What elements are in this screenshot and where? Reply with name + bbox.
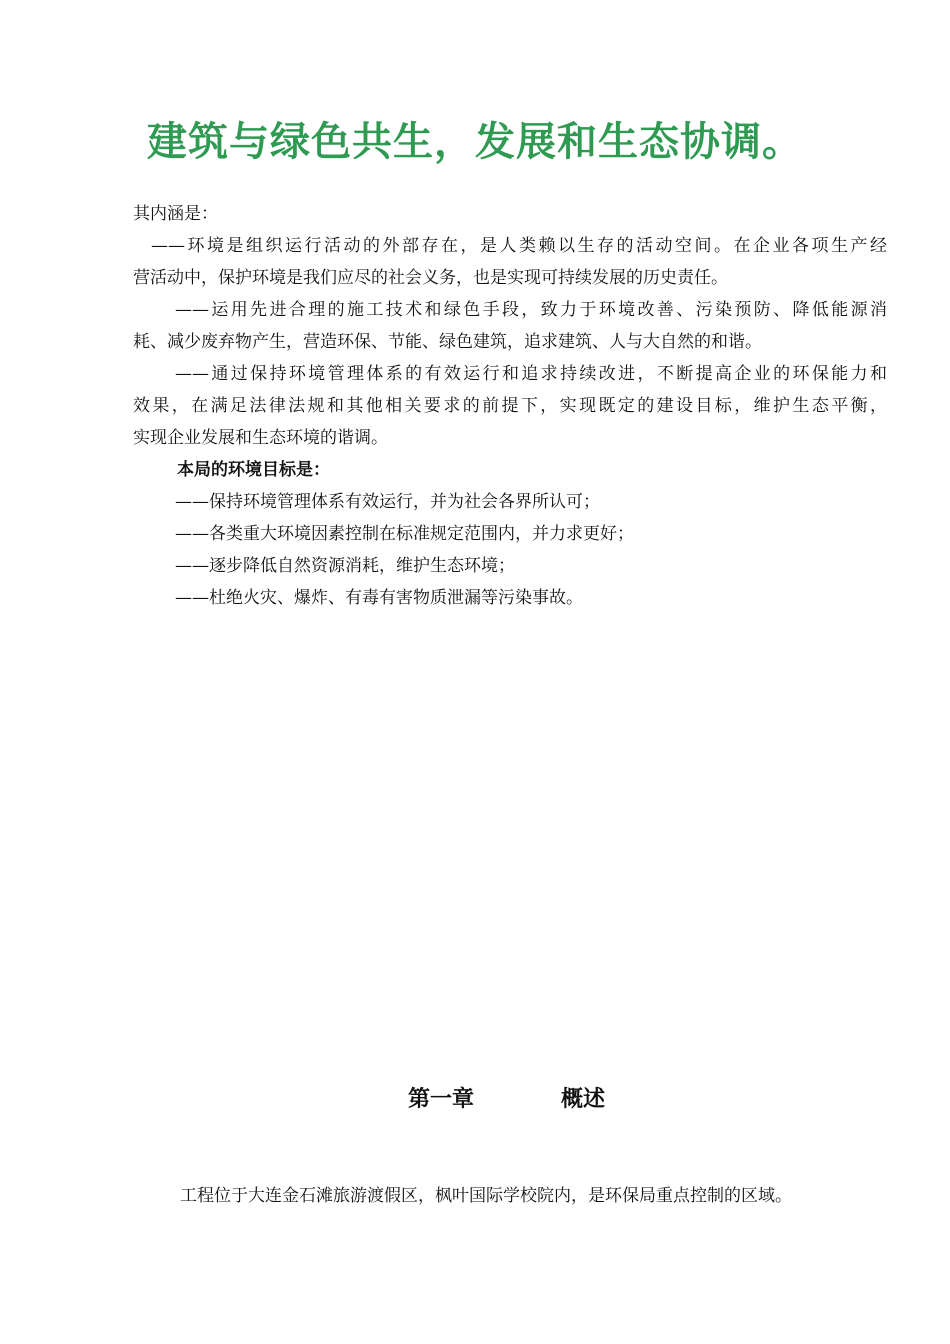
- closing-paragraph: 工程位于大连金石滩旅游渡假区，枫叶国际学校院内，是环保局重点控制的区域。: [180, 1186, 792, 1206]
- chapter-number: 第一章: [408, 1086, 475, 1112]
- paragraph-3-line-3: 实现企业发展和生态环境的谐调。: [133, 428, 388, 448]
- paragraph-2-line-2: 耗、减少废弃物产生，营造环保、节能、绿色建筑，追求建筑、人与大自然的和谐。: [133, 332, 762, 352]
- paragraph-1-line-2: 营活动中，保护环境是我们应尽的社会义务，也是实现可持续发展的历史责任。: [133, 268, 728, 288]
- goals-heading: 本局的环境目标是：: [177, 460, 330, 480]
- paragraph-3-line-1: ——通过保持环境管理体系的有效运行和追求持续改进，不断提高企业的环保能力和: [175, 364, 887, 384]
- goal-item: ——逐步降低自然资源消耗，维护生态环境；: [175, 556, 515, 576]
- intro-label: 其内涵是：: [133, 204, 218, 224]
- goal-item: ——保持环境管理体系有效运行，并为社会各界所认可；: [175, 492, 600, 512]
- body-text: [133, 198, 887, 614]
- paragraph-2-line-1: ——运用先进合理的施工技术和绿色手段，致力于环境改善、污染预防、降低能源消: [175, 300, 887, 320]
- paragraph-3-line-2: 效果，在满足法律法规和其他相关要求的前提下，实现既定的建设目标，维护生态平衡，: [133, 396, 887, 416]
- goal-item: ——杜绝火灾、爆炸、有毒有害物质泄漏等污染事故。: [175, 588, 583, 608]
- goal-item: ——各类重大环境因素控制在标准规定范围内，并力求更好；: [175, 524, 634, 544]
- paragraph-1-line-1: ——环境是组织运行活动的外部存在，是人类赖以生存的活动空间。在企业各项生产经: [151, 236, 887, 256]
- page-title: 建筑与绿色共生，发展和生态协调。: [147, 118, 803, 165]
- chapter-name: 概述: [561, 1086, 606, 1112]
